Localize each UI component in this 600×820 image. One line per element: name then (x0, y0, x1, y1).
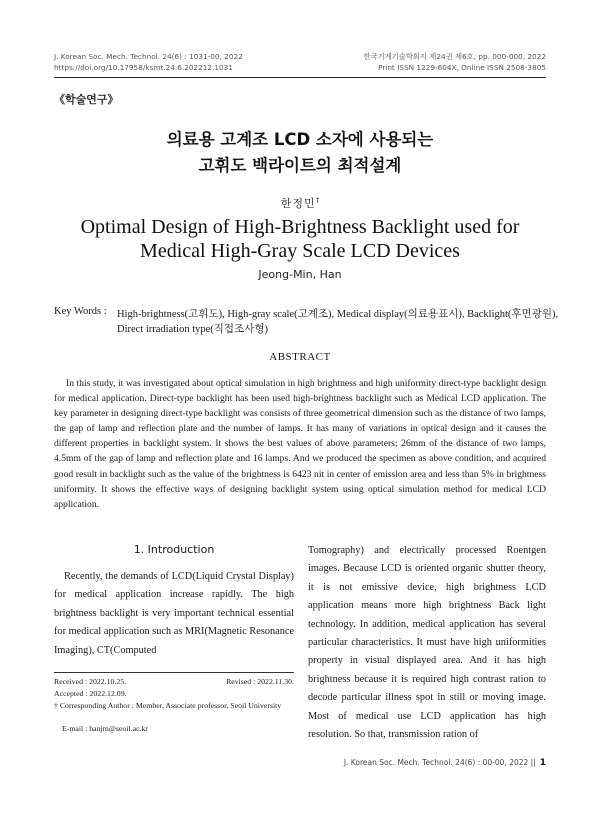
keywords-label: Key Words : (54, 306, 107, 317)
title-english-line1: Optimal Design of High-Brightness Backlight used for (80, 216, 520, 238)
corresponding-mark: † (315, 196, 320, 205)
intro-right-column: Tomography) and electrically processed Roentgen images. Because LCD is oriented organic shutter theory, it is not emissive device, high brightness LCD application means more high brightness Back light technology. In addition, medical application has several particular characteristics. It must have high uniformities property in visual displayed area. And it has high brightness because it is required high contrast ration to decode particular illness spot in still or moving image. Most of medical use LCD application has high resolution. So that, transmission ration of (308, 545, 546, 741)
abstract-heading: ABSTRACT (269, 351, 331, 363)
keywords-line2: Direct irradiation type(직접조사형) (117, 324, 269, 335)
received-date: Received : 2022.10.25. (54, 677, 127, 686)
page-number: 1 (539, 758, 546, 768)
author-email[interactable]: E-mail : hanjm@seoil.ac.kr (62, 724, 148, 733)
page-footer: J. Korean Soc. Mech. Technol. 24(6) : 00-00, 2022 || 1 (343, 758, 546, 768)
revised-date: Revised : 2022.11.30. (226, 677, 294, 686)
keywords-line1: High-brightness(고휘도), High-gray scale(고계조), Medical display(의료용표시), Backlight(후면광원), (117, 309, 559, 320)
intro-left-column: Recently, the demands of LCD(Liquid Crystal Display) for medical application increase rapidly. The high brightness backlight is very important technical essential for medical application such as MRI(Magnetic Resonance Imaging), CT(Computed (54, 571, 294, 656)
issn: Print ISSN 1229-604X, Online ISSN 2508-3805 (378, 63, 546, 72)
abstract-text: In this study, it was investigated about optical simulation in high brightness and high uniformity direct-type backlight design for medical application. Direct-type backlight has been used high-brightness backlight such as Medical LCD application. The key parameter in designing direct-type backlight was consists of three geometrical dimension such as the distance of two lamps, the gap of lamp and reflection plate and the number of lamps. It has many of variations in optical design and it causes the different properties in backlight system. It shows the best values of above parameters; 26mm of the distance of two lamps, 4.5mm of the gap of lamp and reflection plate and 16 lamps. And we produced the specimen as above condition, and acquired good result in backlight such as the value of the brightness is 6423 nit in center of emission area and less than 5% in brightness uniformity. It shows the effective ways of designing backlight system using optical simulation method for medical LCD application. (54, 378, 546, 510)
corresponding-author: † Corresponding Author : Member, Associate professor, Seoil University (54, 701, 282, 710)
title-english-line2: Medical High-Gray Scale LCD Devices (140, 240, 460, 262)
footnote-rule (54, 672, 294, 673)
section-heading-introduction: 1. Introduction (133, 543, 215, 556)
header-rule (54, 77, 546, 78)
author-korean: 한정민† (280, 196, 320, 210)
author-english: Jeong-Min, Han (258, 268, 342, 281)
journal-citation-korean: 한국기계기술학회지 제24권 제6호, pp. 000-000, 2022 (363, 52, 546, 61)
doi-link[interactable]: https://doi.org/10.17958/ksmt.24.6.202212.1031 (54, 63, 233, 72)
title-korean-line2: 고휘도 백라이트의 최적설계 (198, 156, 402, 175)
journal-citation: J. Korean Soc. Mech. Technol. 24(6) : 1031-00, 2022 (54, 52, 243, 61)
article-category: 《학술연구》 (54, 93, 119, 106)
title-korean-line1: 의료용 고계조 LCD 소자에 사용되는 (166, 130, 434, 149)
accepted-date: Accepted : 2022.12.09. (54, 689, 127, 698)
